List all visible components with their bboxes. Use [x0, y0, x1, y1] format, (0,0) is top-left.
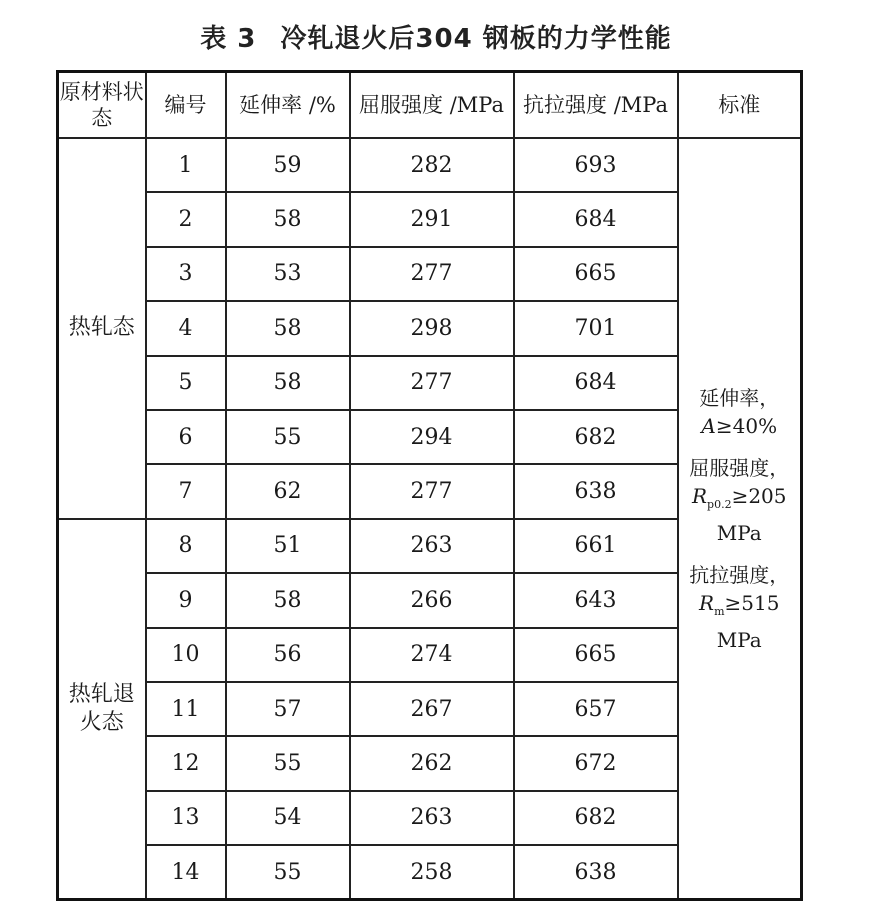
elongation-cell: 58 [226, 301, 350, 355]
number-cell: 6 [146, 410, 226, 464]
tensile-cell: 701 [514, 301, 678, 355]
elongation-cell: 58 [226, 573, 350, 627]
number-cell: 2 [146, 192, 226, 246]
header-number: 编号 [146, 72, 226, 139]
yield-cell: 282 [350, 138, 514, 192]
number-cell: 11 [146, 682, 226, 736]
elongation-cell: 58 [226, 192, 350, 246]
standard-elongation: 延伸率， A≥40% [699, 385, 780, 438]
yield-cell: 277 [350, 464, 514, 518]
yield-cell: 298 [350, 301, 514, 355]
elongation-cell: 57 [226, 682, 350, 736]
header-state: 原材料状态 [58, 72, 146, 139]
yield-cell: 277 [350, 356, 514, 410]
tensile-cell: 643 [514, 573, 678, 627]
header-yield-strength: 屈服强度 /MPa [350, 72, 514, 139]
header-row [58, 72, 802, 139]
yield-cell: 263 [350, 519, 514, 573]
tensile-cell: 638 [514, 464, 678, 518]
yield-cell: 266 [350, 573, 514, 627]
yield-cell: 294 [350, 410, 514, 464]
yield-cell: 267 [350, 682, 514, 736]
elongation-cell: 53 [226, 247, 350, 301]
number-cell: 10 [146, 628, 226, 682]
table-row [58, 138, 802, 192]
number-cell: 7 [146, 464, 226, 518]
tensile-cell: 684 [514, 192, 678, 246]
number-cell: 12 [146, 736, 226, 790]
tensile-cell: 665 [514, 628, 678, 682]
elongation-cell: 54 [226, 791, 350, 845]
number-cell: 4 [146, 301, 226, 355]
tensile-cell: 682 [514, 410, 678, 464]
tensile-cell: 661 [514, 519, 678, 573]
tensile-cell: 684 [514, 356, 678, 410]
number-cell: 9 [146, 573, 226, 627]
elongation-cell: 58 [226, 356, 350, 410]
table-label: 表 3 [200, 24, 257, 54]
header-elongation: 延伸率 /% [226, 72, 350, 139]
yield-cell: 274 [350, 628, 514, 682]
number-cell: 13 [146, 791, 226, 845]
table-body [58, 138, 802, 900]
tensile-cell: 693 [514, 138, 678, 192]
tensile-cell: 682 [514, 791, 678, 845]
number-cell: 8 [146, 519, 226, 573]
mechanical-properties-table [56, 70, 803, 901]
state-cell: 热轧退火态 [58, 519, 146, 900]
yield-cell: 277 [350, 247, 514, 301]
yield-cell: 291 [350, 192, 514, 246]
yield-cell: 258 [350, 845, 514, 900]
yield-cell: 262 [350, 736, 514, 790]
standard-yield: 屈服强度， $R_{p0.2}\ge 205$ MPa [689, 455, 790, 545]
elongation-cell: 59 [226, 138, 350, 192]
number-cell: 3 [146, 247, 226, 301]
state-cell: 热轧态 [58, 138, 146, 519]
table-caption: 冷轧退火后304 钢板的力学性能 [280, 24, 672, 54]
elongation-cell: 56 [226, 628, 350, 682]
number-cell: 5 [146, 356, 226, 410]
elongation-cell: 55 [226, 845, 350, 900]
elongation-cell: 55 [226, 736, 350, 790]
elongation-cell: 51 [226, 519, 350, 573]
number-cell: 14 [146, 845, 226, 900]
header-standard: 标准 [678, 72, 802, 139]
tensile-cell: 657 [514, 682, 678, 736]
elongation-cell: 62 [226, 464, 350, 518]
elongation-cell: 55 [226, 410, 350, 464]
standard-cell [678, 138, 802, 900]
tensile-cell: 672 [514, 736, 678, 790]
tensile-cell: 638 [514, 845, 678, 900]
standard-tensile: 抗拉强度， $R_m\ge 515$ MPa [689, 562, 790, 652]
table-title [0, 18, 872, 55]
header-tensile-strength: 抗拉强度 /MPa [514, 72, 678, 139]
tensile-cell: 665 [514, 247, 678, 301]
yield-cell: 263 [350, 791, 514, 845]
number-cell: 1 [146, 138, 226, 192]
